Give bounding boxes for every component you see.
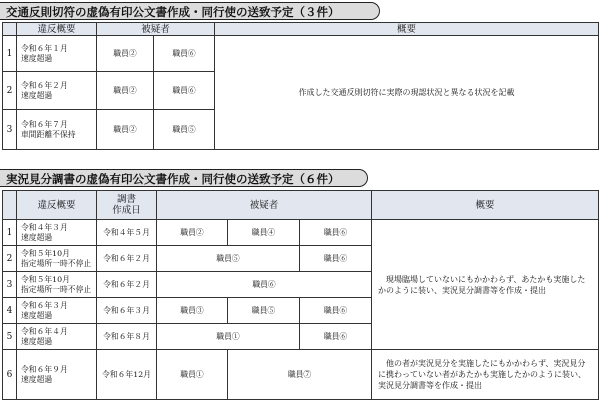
suspect-cell: 職員⑤ xyxy=(157,246,300,272)
report-date-cell: 令和４年５月 xyxy=(97,220,157,246)
inspection-report-table xyxy=(2,190,599,400)
suspect-cell: 職員⑤ xyxy=(228,298,300,324)
header-number xyxy=(3,23,17,36)
table-header-row xyxy=(3,23,599,36)
suspect-cell: 職員⑥ xyxy=(157,272,372,298)
suspect-cell: 職員② xyxy=(157,220,228,246)
suspect-cell: 職員④ xyxy=(228,220,300,246)
header-violation: 違反概要 xyxy=(17,191,97,220)
violation-cell: 令和５年10月 指定場所一時不停止 xyxy=(17,246,97,272)
suspect-cell: 職員② xyxy=(97,72,154,110)
header-summary: 概要 xyxy=(372,191,599,220)
row-number: 5 xyxy=(3,324,17,350)
report-date-cell: 令和６年12月 xyxy=(97,350,157,400)
report-date-cell: 令和６年２月 xyxy=(97,272,157,298)
section1-title: 交通反則切符の虚偽有印公文書作成・同行使の送致予定（３件） xyxy=(0,2,380,20)
table-row xyxy=(3,220,599,246)
violation-cell: 令和６年７月 車間距離不保持 xyxy=(17,110,97,150)
violation-cell: 令和６年２月 速度超過 xyxy=(17,72,97,110)
table-row xyxy=(3,350,599,400)
violation-cell: 令和６年３月 速度超過 xyxy=(17,298,97,324)
violation-cell: 令和４年３月 速度超過 xyxy=(17,220,97,246)
summary-cell: 現場臨場していないにもかかわらず、あたかも実施したかのように装い、実況見分調書等を作成・提出 xyxy=(372,220,599,350)
suspect-cell: 職員⑤ xyxy=(154,110,215,150)
suspect-cell: 職員① xyxy=(157,350,228,400)
row-number: 2 xyxy=(3,72,17,110)
table-header-row xyxy=(3,191,599,220)
row-number: 6 xyxy=(3,350,17,400)
violation-cell: 令和６年９月 速度超過 xyxy=(17,350,97,400)
violation-cell: 令和５年10月 指定場所一時不停止 xyxy=(17,272,97,298)
header-report-date: 調書 作成日 xyxy=(97,191,157,220)
report-date-cell: 令和６年３月 xyxy=(97,298,157,324)
table-row xyxy=(3,36,599,72)
header-number xyxy=(3,191,17,220)
suspect-cell: 職員⑥ xyxy=(300,298,372,324)
row-number: 4 xyxy=(3,298,17,324)
suspect-cell: 職員⑥ xyxy=(154,72,215,110)
header-summary: 概要 xyxy=(215,23,599,36)
report-date-cell: 令和６年８月 xyxy=(97,324,157,350)
row-number: 1 xyxy=(3,36,17,72)
suspect-cell: 職員② xyxy=(97,36,154,72)
summary-cell: 作成した交通反則切符に実際の現認状況と異なる状況を記載 xyxy=(215,36,599,150)
section2-title: 実況見分調書の虚偽有印公文書作成・同行使の送致予定（６件） xyxy=(0,169,368,187)
violation-cell: 令和６年１月 速度超過 xyxy=(17,36,97,72)
suspect-cell: 職員⑦ xyxy=(228,350,372,400)
suspect-cell: 職員③ xyxy=(157,298,228,324)
summary-cell: 他の者が実況見分を実施したにもかかわらず、実況見分に携わっていない者があたかも実施したかのように装い、実況見分調書等を作成・提出 xyxy=(372,350,599,400)
suspect-cell: 職員⑥ xyxy=(154,36,215,72)
row-number: 3 xyxy=(3,110,17,150)
suspect-cell: 職員⑥ xyxy=(300,324,372,350)
row-number: 2 xyxy=(3,246,17,272)
header-suspects: 被疑者 xyxy=(157,191,372,220)
suspect-cell: 職員⑥ xyxy=(300,220,372,246)
row-number: 3 xyxy=(3,272,17,298)
traffic-ticket-table xyxy=(2,22,599,150)
suspect-cell: 職員⑥ xyxy=(300,246,372,272)
suspect-cell: 職員① xyxy=(157,324,300,350)
header-suspects: 被疑者 xyxy=(97,23,215,36)
row-number: 1 xyxy=(3,220,17,246)
suspect-cell: 職員② xyxy=(97,110,154,150)
report-date-cell: 令和６年２月 xyxy=(97,246,157,272)
violation-cell: 令和６年４月 速度超過 xyxy=(17,324,97,350)
header-violation: 違反概要 xyxy=(17,23,97,36)
